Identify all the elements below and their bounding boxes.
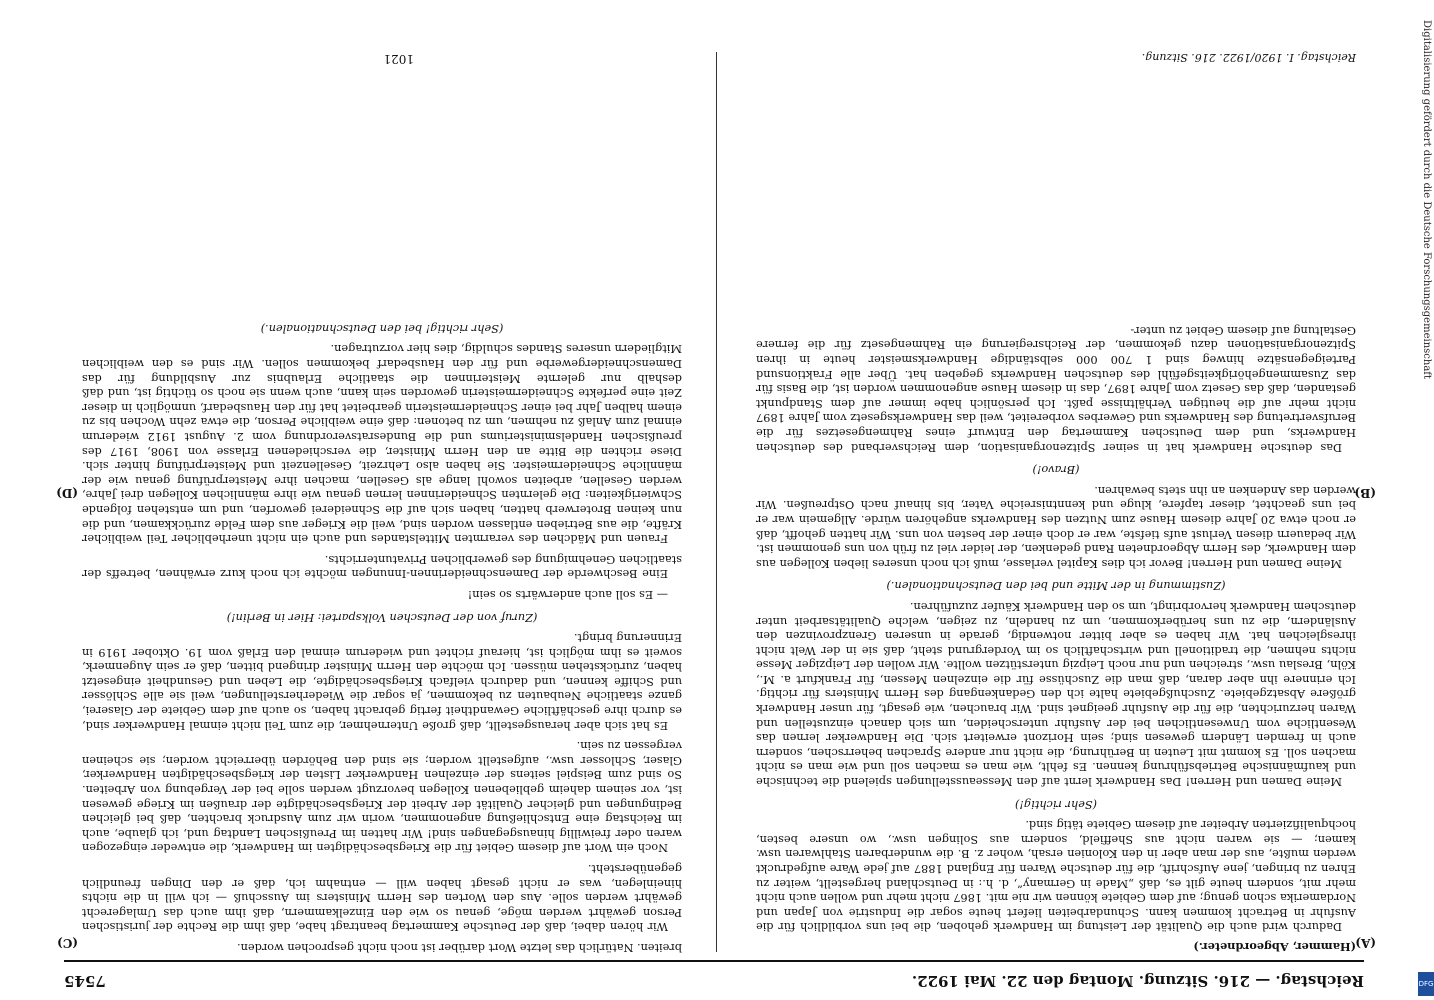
paragraph: Es hat sich aber herausgestellt, daß große Unternehmer, die zum Teil nicht einmal Handwerker sind, es durch ihre geschäftliche Gewandtheit fertig gebracht haben, so auch auf dem Gebiete der Glaserei, ganze staatliche Neubauten zu bekommen, ja sogar die Wiederherstellungen, weil sie alle Schlösser und Schiffe kennen, und dadurch vielfach Kriegsbeschädigte, die Leben und Gesundheit eingesetzt haben, zurückstehen müssen. Ich möchte den Herrn Minister dringend bitten, daß er sein Augenmerk, soweit es ihm möglich ist, hierauf richtet und wiederum einmal den Erlaß vom 19. Oktober 1919 in Erinnerung bringt. [82,631,682,732]
margin-mark-d: (D) [56,486,78,500]
left-column [756,316,1356,954]
paragraph: — Es soll auch anderwärts so sein! [467,587,668,601]
margin-mark-b: (B) [1354,486,1376,500]
speaker-name: (Hammer, Abgeordneter.) [1193,940,1356,954]
paragraph: Das deutsche Handwerk hat in seiner Spitzenorganisation, dem Reichsverband des deutschen Handwerks, und dem Deutschen Kammertag den Entwurf eines Rahmengesetzes für die Berufsvertretung des Handwerks und Gewerbes vorbereitet, weil das Handwerksgesetz vom Jahre 1897 nicht mehr auf die heutigen Verhältnisse paßt. Ich persönlich habe immer auf dem Standpunkt gestanden, daß das Gesetz vom Jahre 1897, das in diesem Hause angenommen worden ist, die Basis für das Zusammengehörigkeitsgefühl des deutschen Handwerks gegeben hat. Über alle Fraktionsund Parteigegensätze hinweg sind 1 700 000 selbständige Handwerksmeister heute in ihren Spitzenorganisationen dazu gekommen, der Reichsregierung ein Rahmengesetz für die fernere Gestaltung auf diesem Gebiet zu unter- [756,323,1356,454]
interjection: (Bravo!) [1032,463,1080,477]
paragraph: Meine Damen und Herren! Das Handwerk lernt auf den Messeausstellungen spielend die technische und kaufmännische Betriebsführung kennen. Es fehlt, wie man es machen soll und wie man es nicht machen soll. Es kommt mit Leuten in Berührung, die nicht nur andere Sprachen beherrschen, sondern auch in fremden Ländern gewesen sind; sein Horizont erweitert sich. Die Handwerker lernen das Wesentliche vom Unwesentlichen bei der Ausfuhr unterscheiden, um sich danach einzustellen und Waren herzurichten, die für die Ausfuhr geeignet sind. Wir brauchen, wie gesagt, für unser Handwerk größere Absatzgebiete. Zuschußgebiete halte ich den Gedankengang des Herrn Ministers für richtig. Ich erinnere ihn aber daran, daß man die Zuschüsse für die einzelnen Messen, für Frankfurt a. M., Köln, Breslau usw., streichen und nur noch Leipzig unterstützen wollte. Wir wollen der Leipziger Messe nichts nehmen, die traditionell und wirtschaftlich so im Vordergrund steht, daß sie in der Welt nicht ihresgleichen hat. Wir haben es aber bitter notwendig, gerade in unseren Grenzprovinzen den Ausländern, die zu uns herüberkommen, um zu handeln, zu zeigen, welche Qualitätsarbeit unter deutschem Handwerk hervorbringt, um so den Handwerk Käufer zuzuführen. [756,599,1356,789]
digitization-note [1418,20,1432,980]
paragraph: Wir hören dabei, daß der Deutsche Kammertag beantragt habe, daß ihm die Rechte der juristischen Person gewährt werden möge, genau so wie den Einzelkammern, daß ihm auch das Umlagerecht gewährt werden solle. Aus den Worten des Herrn Ministers im Ausschuß — ich will in die nichts hineinlegen, was er nicht gesagt haben will — entnahm ich, daß er den Dingen freundlich gegenübersteht. [82,862,682,934]
paragraph: Meine Damen und Herren! Bevor ich dies Kapitel verlasse, muß ich noch unseres lieben Kollegen aus dem Handwerk, des Herrn Abgeordneten Rand gedenken, der leider viel zu früh von uns genommen ist. Wir bedauern diesen Verlust aufs tiefste, war er doch einer der besten von uns. Wir hatten gehofft, daß er noch etwa 20 Jahre diesem Hause zum Nutzen des Handwerks angehören würde. Allgemein war er bei uns geachtet, dieser tapfere, kluge und kenntnisreiche Vater, bis hinauf nach Ostpreußen. Wir werden das Andenken an ihn stets bewahren. [756,483,1356,570]
digitization-note-text: Digitalisierung gefördert durch die Deutsche Forschungsgemeinschaft [1421,20,1432,379]
paragraph: Noch ein Wort auf diesem Gebiet für die Kriegsbeschädigten im Handwerk, die entweder eingezogen waren oder freiwillig hinausgegangen sind! Wir hatten im Preußischen Landtag und, ich glaube, auch im Reichstag eine Entschließung angenommen, worin wir zum Ausdruck brachten, daß bei gleichen Bedingungen und gleicher Qualität der Arbeit der Kriegsbeschädigte der draußen im Kriege gewesen ist, vor seinem daheim gebliebenen Kollegen bevorzugt werden solle bei der Vergebung von Arbeiten. So sind zum Beispiel seitens der einzelnen Handwerker Listen der kriegsbeschädigten Handwerker, Glaser, Schlosser usw., aufgestellt worden; sie sind den Behörden überreicht worden; sie scheinen vergessen zu sein. [82,739,682,855]
paragraph: Frauen und Mädchen des verarmten Mittelstandes und auch ein nicht unerheblicher Teil weiblicher Kräfte, die aus Betrieben entlassen worden sind, weil die Krieger aus dem Felde zurückkamen, und die nun keinen Broterwerb hatten, haben sich auf die Schneiderei geworfen, und um entstehen folgende Schwierigkeiten: Die gelernten Schneiderinnen lernen genau wie ihre männlichen Kollegen drei Jahre, werden Gesellen, arbeiten sowohl lange als Gesellen, machen ihre Meisterprüfung genau wie der männliche Schneidermeister. Sie haben also Lehrzeit, Gesellenzeit und Meisterprüfung hinter sich. Diese richten die Bitte an den Herrn Minister, die verschiedenen Erlasse von 1908, 1917 des preußischen Handelsministeriums und die Bundesratsverordnung vom 2. August 1912 wiederum einmal zum Anlaß zu nehmen, um zu betonen: daß eine weibliche Person, die etwa zehn Wochen bis zu einem halben Jahr bei einer Schneidermeisterin gearbeitet hat für den Hausbedarf, unmöglich in dieser Zeit eine perfekte Schneidermeisterin geworden sein kann, auch wenn sie noch so tüchtig ist, und daß deshalb nur gelernte Meisterinnen die staatliche Erlaubnis zur Ausbildung für das Damenschneidergewerbe und für den Hausbedarf bekommen sollen. Wir sind es den weiblichen Mitgliedern unseres Standes schuldig, dies hier vorzutragen. [82,342,682,546]
margin-mark-a: (A) [1355,936,1376,950]
header-title: Reichstag. — 216. Sitzung. Montag den 22. Mai 1922. [911,972,1364,990]
right-column [82,312,682,954]
page-header [64,960,1364,992]
header-page-number: 7545 [64,972,106,990]
footer-page-number: 1021 [383,52,414,66]
interjection: (Zustimmung in der Mitte und bei den Deutschnationalen.) [886,579,1226,593]
interjection: (Sehr richtig! bei den Deutschnationalen.) [260,321,504,335]
column-divider [716,52,717,952]
paragraph: Dadurch wird auch die Qualität der Leistung im Handwerk gehoben, die bei uns vorbildlich für die Ausfuhr in Betracht kommen kann. Schundarbeiten liefert heute sogar die Industrie von Japan und Nordamerika schon genug; auf dem Gebiete können wir nie mit. 1867 nicht mehr und wollen auch nicht mehr mit, sondern heute gilt es, daß „Made in Germany“, d. h.: in Deutschland hergestellt, weiter zu Ehren zu bringen, jene Aufschrift, die für deutsche Waren für England 1887 auf jede Ware aufgedruckt werden mußte, aus der man aber in den Kolonien ersah, woher z. B. die wunderbaren Stahlwaren usw. kamen; — sie waren nicht aus Sheffield, sondern aus Solingen usw., wo unsere besten, hochqualifizierten Arbeiter auf diesem Gebiete tätig sind. [756,818,1356,934]
paragraph: Eine Beschwerde der Damenschneiderinnen-Innungen möchte ich noch kurz erwähnen, betreffs der staatlichen Genehmigung des gewerblichen Privatunterrichts. [82,552,682,581]
footer-session: Reichstag. I. 1920/1922. 216. Sitzung. [1141,51,1356,64]
interjection: (Sehr richtig!) [1014,797,1098,811]
margin-mark-c: (C) [57,936,78,950]
paragraph: breiten. Natürlich das letzte Wort darüber ist noch nicht gesprochen worden. [237,941,682,954]
dfg-logo: DFG [1418,972,1434,996]
interjection: (Zuruf von der Deutschen Volkspartei: Hier in Berlin!) [226,610,538,624]
